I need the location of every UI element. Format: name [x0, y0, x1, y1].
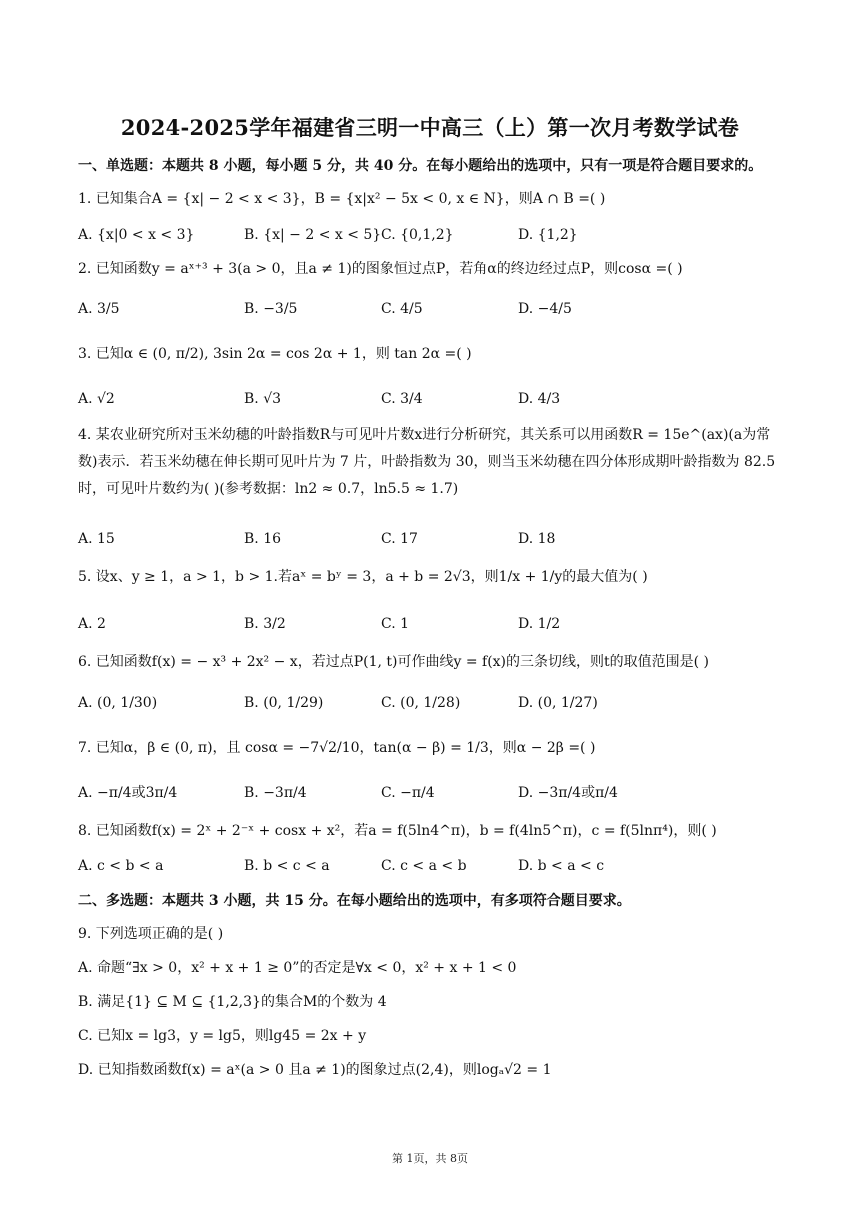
- question-1-options: [78, 226, 778, 246]
- option-a: A. {x|0 < x < 3}: [78, 227, 195, 243]
- option-b: B. 16: [244, 531, 282, 547]
- question-9-option-c: C. 已知x = lg3，y = lg5，则lg45 = 2x + y: [78, 1028, 367, 1044]
- question-2-stem: 2. 已知函数y = aˣ⁺³ + 3(a > 0，且a ≠ 1)的图象恒过点P，若角α的终边经过点P，则cosα =( ): [78, 261, 683, 277]
- option-b: B. (0, 1/29): [244, 695, 324, 711]
- question-4-stem: 4. 某农业研究所对玉米幼穗的叶龄指数R与可见叶片数x进行分析研究，其关系可以用函数R = 15e^(ax)(a为常数)表示．若玉米幼穗在伸长期可见叶片为 7 片，叶龄指数为 30，则当玉米幼穗在四分体形成期叶龄指数为 82.5 时，可见叶片数约为( )(参考数据：ln2 ≈ 0.7，ln5.5 ≈ 1.7): [78, 427, 776, 497]
- question-3-stem: 3. 已知α ∈ (0, π/2), 3sin 2α = cos 2α + 1，则 tan 2α =( ): [78, 346, 472, 362]
- option-b: B. −3π/4: [244, 785, 307, 801]
- question-6-options: [78, 694, 778, 714]
- option-c: C. −π/4: [381, 785, 435, 801]
- option-a: A. 15: [78, 531, 115, 547]
- option-a: A. −π/4或3π/4: [78, 785, 178, 801]
- option-b: B. √3: [244, 391, 282, 407]
- page-footer: 第 1页，共 8页: [392, 1152, 468, 1165]
- option-d: D. {1,2}: [518, 227, 578, 243]
- question-8-stem: 8. 已知函数f(x) = 2ˣ + 2⁻ˣ + cosx + x²，若a = f(5ln4^π)，b = f(4ln5^π)，c = f(5lnπ⁴)，则( ): [78, 823, 717, 839]
- option-c: C. (0, 1/28): [381, 695, 461, 711]
- option-c: C. 4/5: [381, 301, 423, 317]
- option-b: B. 3/2: [244, 616, 286, 632]
- option-a: A. 3/5: [78, 301, 120, 317]
- section-heading-single-choice: 一、单选题：本题共 8 小题，每小题 5 分，共 40 分。在每小题给出的选项中，只有一项是符合题目要求的。: [78, 158, 763, 174]
- question-2-options: [78, 300, 778, 320]
- option-c: C. 3/4: [381, 391, 423, 407]
- option-d: D. 18: [518, 531, 556, 547]
- option-b: B. −3/5: [244, 301, 298, 317]
- option-a: A. (0, 1/30): [78, 695, 158, 711]
- question-5-options: [78, 615, 778, 635]
- question-4-options: [78, 530, 778, 550]
- section-heading-multiple-choice: 二、多选题：本题共 3 小题，共 15 分。在每小题给出的选项中，有多项符合题目要求。: [78, 893, 631, 909]
- question-6-stem: 6. 已知函数f(x) = − x³ + 2x² − x，若过点P(1, t)可作曲线y = f(x)的三条切线，则t的取值范围是( ): [78, 654, 710, 670]
- option-d: D. 1/2: [518, 616, 561, 632]
- question-7-stem: 7. 已知α，β ∈ (0, π)，且 cosα = −7√2/10，tan(α − β) = 1/3，则α − 2β =( ): [78, 740, 596, 756]
- option-d: D. b < a < c: [518, 858, 605, 874]
- question-7-options: [78, 784, 778, 804]
- option-c: C. {0,1,2}: [381, 227, 454, 243]
- option-d: D. 4/3: [518, 391, 561, 407]
- option-d: D. (0, 1/27): [518, 695, 598, 711]
- option-d: D. −3π/4或π/4: [518, 785, 618, 801]
- question-8-options: [78, 857, 778, 877]
- option-c: C. 1: [381, 616, 410, 632]
- question-9-option-d: D. 已知指数函数f(x) = aˣ(a > 0 且a ≠ 1)的图象过点(2,4)，则logₐ√2 = 1: [78, 1062, 552, 1078]
- option-a: A. c < b < a: [78, 858, 164, 874]
- option-b: B. {x| − 2 < x < 5}: [244, 227, 382, 243]
- question-5-stem: 5. 设x、y ≥ 1，a > 1，b > 1.若aˣ = bʸ = 3，a + b = 2√3，则1/x + 1/y的最大值为( ): [78, 569, 648, 585]
- exam-title: 2024-2025学年福建省三明一中高三（上）第一次月考数学试卷: [120, 115, 740, 140]
- question-1-stem: 1. 已知集合A = {x| − 2 < x < 3}，B = {x|x² − 5x < 0, x ∈ N}，则A ∩ B =( ): [78, 191, 606, 207]
- question-9-option-a: A. 命题“∃x > 0，x² + x + 1 ≥ 0”的否定是∀x < 0，x² + x + 1 < 0: [78, 960, 517, 976]
- option-b: B. b < c < a: [244, 858, 330, 874]
- question-3-options: [78, 390, 778, 410]
- option-c: C. 17: [381, 531, 418, 547]
- option-d: D. −4/5: [518, 301, 572, 317]
- option-a: A. √2: [78, 391, 115, 407]
- option-c: C. c < a < b: [381, 858, 467, 874]
- option-a: A. 2: [78, 616, 106, 632]
- question-9-option-b: B. 满足{1} ⊆ M ⊆ {1,2,3}的集合M的个数为 4: [78, 994, 387, 1010]
- question-9-stem: 9. 下列选项正确的是( ): [78, 926, 224, 942]
